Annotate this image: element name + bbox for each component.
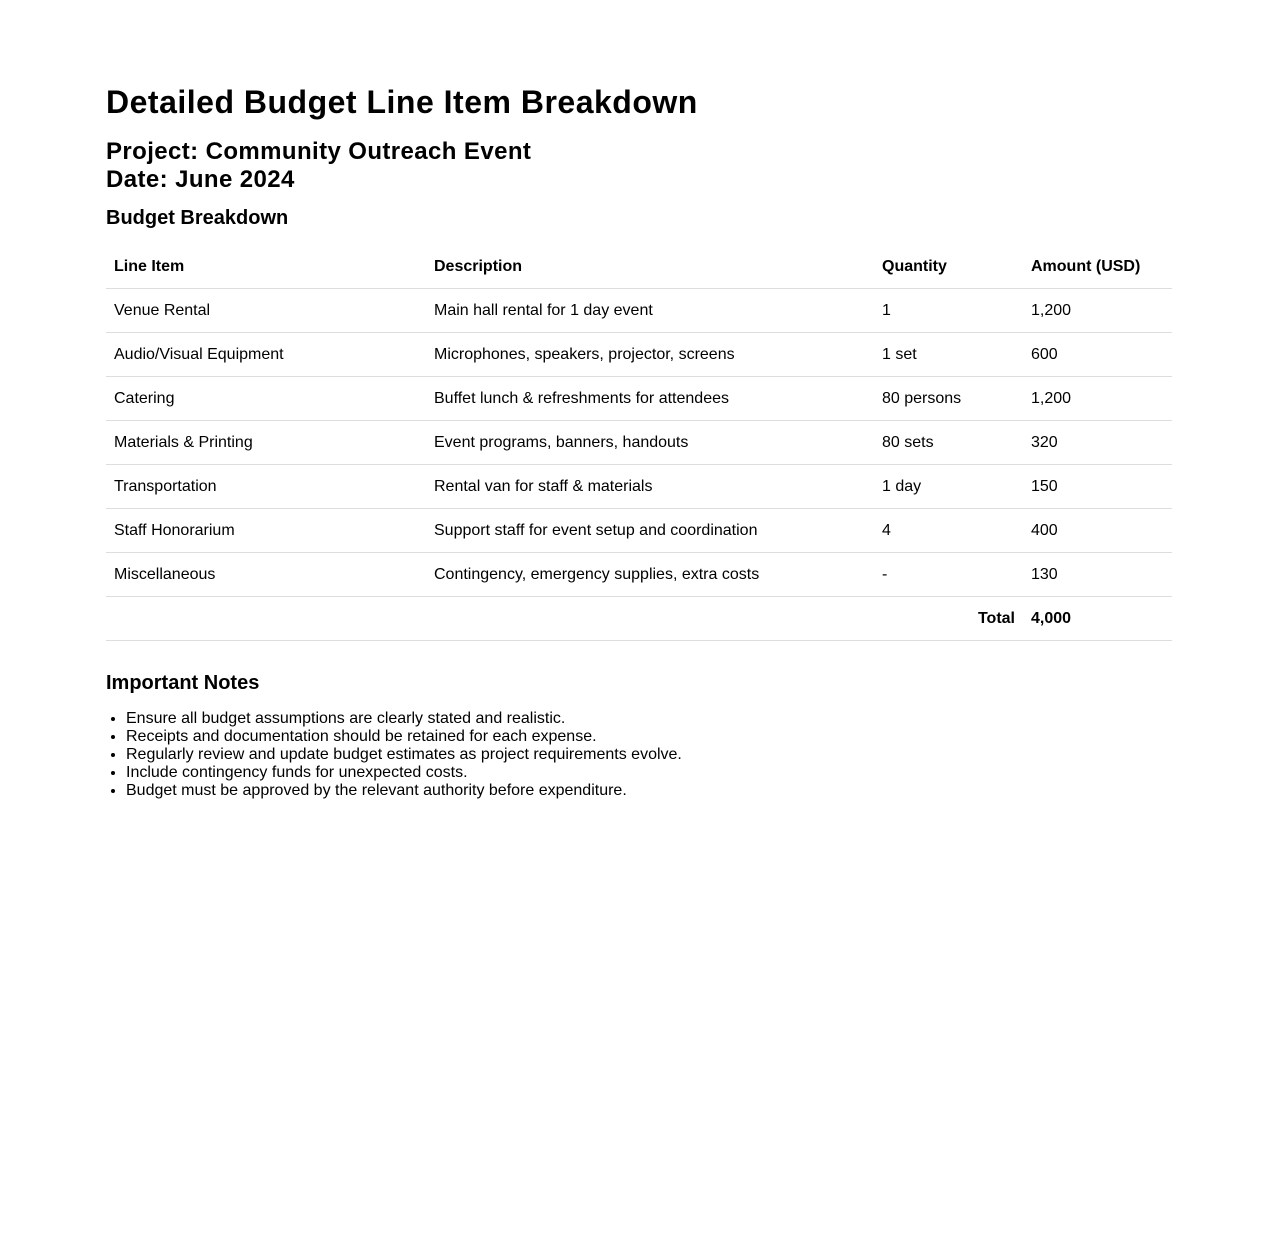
total-value: 4,000 (1023, 597, 1172, 641)
cell-amount: 1,200 (1023, 289, 1172, 333)
cell-amount: 320 (1023, 421, 1172, 465)
cell-line-item: Materials & Printing (106, 421, 426, 465)
budget-section-title: Budget Breakdown (106, 207, 289, 229)
cell-amount: 130 (1023, 553, 1172, 597)
cell-amount: 400 (1023, 509, 1172, 553)
project-line: Project: Community Outreach Event (106, 138, 532, 165)
list-item: • Ensure all budget assumptions are clearly stated and realistic. (126, 710, 1172, 728)
cell-description: Support staff for event setup and coordination (426, 509, 874, 553)
cell-quantity: 80 persons (874, 377, 1023, 421)
header-line-item: Line Item (106, 245, 426, 289)
cell-line-item: Transportation (106, 465, 426, 509)
cell-description: Main hall rental for 1 day event (426, 289, 874, 333)
cell-amount: 600 (1023, 333, 1172, 377)
page-title: Detailed Budget Line Item Breakdown (106, 84, 698, 120)
cell-description: Buffet lunch & refreshments for attendees (426, 377, 874, 421)
cell-line-item: Venue Rental (106, 289, 426, 333)
list-item: • Budget must be approved by the relevant authority before expenditure. (126, 782, 1172, 800)
cell-quantity: 1 (874, 289, 1023, 333)
table-header-row (106, 245, 1172, 289)
table-row (106, 377, 1172, 421)
cell-line-item: Catering (106, 377, 426, 421)
cell-line-item: Staff Honorarium (106, 509, 426, 553)
list-item: • Include contingency funds for unexpected costs. (126, 764, 1172, 782)
project-info (106, 138, 1172, 194)
cell-quantity: - (874, 553, 1023, 597)
notes-section-title: Important Notes (106, 672, 260, 694)
cell-description: Microphones, speakers, projector, screens (426, 333, 874, 377)
date-line: Date: June 2024 (106, 166, 295, 193)
table-row (106, 553, 1172, 597)
notes-list (106, 710, 1172, 800)
cell-description: Contingency, emergency supplies, extra costs (426, 553, 874, 597)
cell-line-item: Miscellaneous (106, 553, 426, 597)
table-row (106, 421, 1172, 465)
header-quantity: Quantity (874, 245, 1023, 289)
cell-description: Rental van for staff & materials (426, 465, 874, 509)
cell-quantity: 80 sets (874, 421, 1023, 465)
cell-quantity: 1 day (874, 465, 1023, 509)
header-description: Description (426, 245, 874, 289)
cell-amount: 150 (1023, 465, 1172, 509)
table-row (106, 509, 1172, 553)
cell-amount: 1,200 (1023, 377, 1172, 421)
budget-table (106, 245, 1172, 641)
total-row (106, 597, 1172, 641)
table-row (106, 465, 1172, 509)
table-row (106, 289, 1172, 333)
list-item: • Receipts and documentation should be retained for each expense. (126, 728, 1172, 746)
cell-quantity: 1 set (874, 333, 1023, 377)
header-amount: Amount (USD) (1023, 245, 1172, 289)
cell-line-item: Audio/Visual Equipment (106, 333, 426, 377)
total-label: Total (106, 597, 1023, 641)
cell-quantity: 4 (874, 509, 1023, 553)
cell-description: Event programs, banners, handouts (426, 421, 874, 465)
table-row (106, 333, 1172, 377)
list-item: • Regularly review and update budget estimates as project requirements evolve. (126, 746, 1172, 764)
